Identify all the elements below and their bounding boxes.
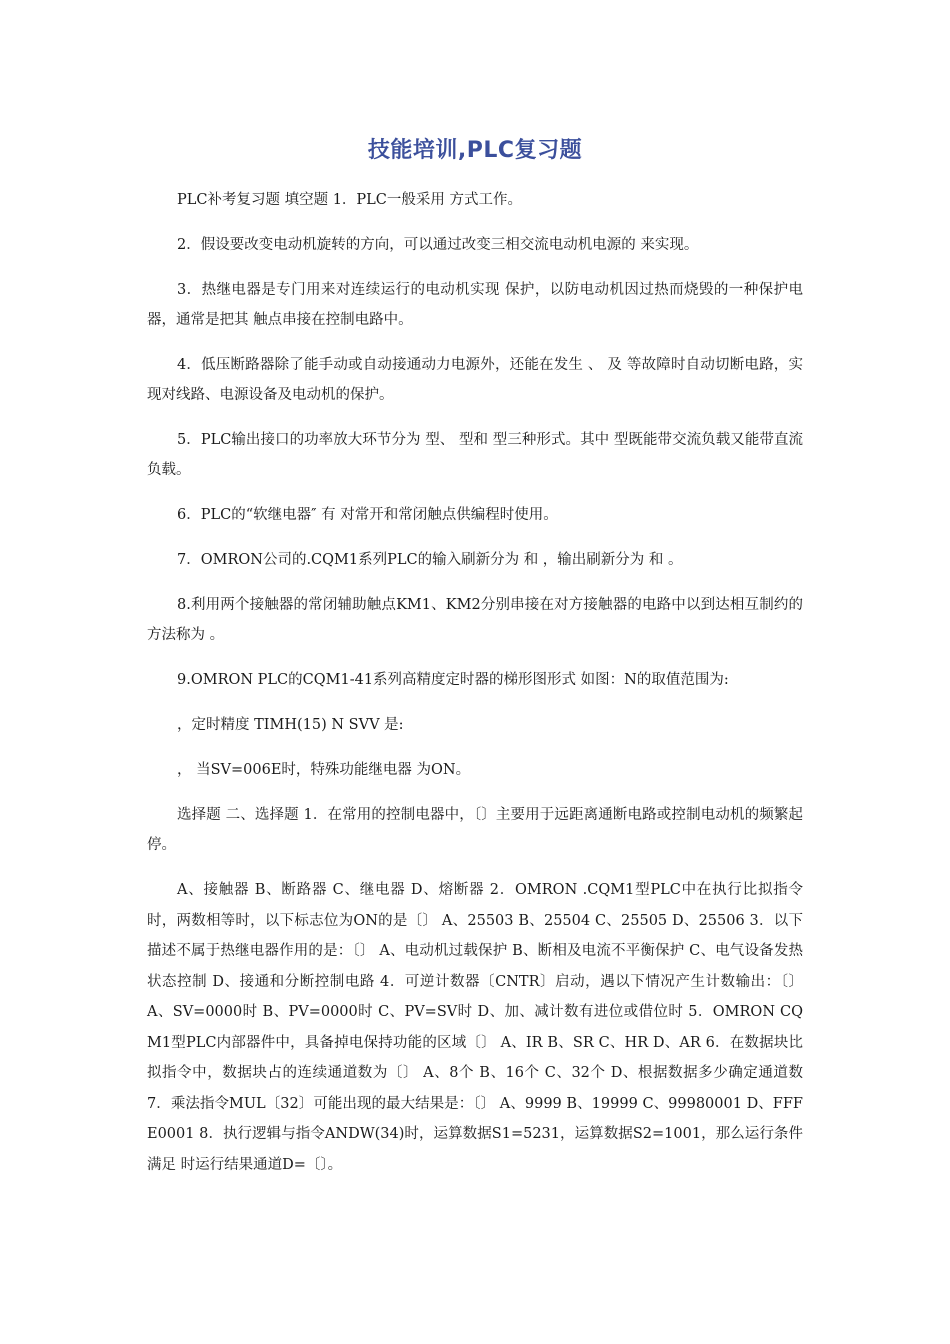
paragraph-6: 6．PLC的“软继电器″ 有 对常开和常闭触点供编程时使用。 <box>177 507 558 523</box>
paragraph-10: ，定时精度 TIMH(15) N SVV 是: <box>177 717 404 733</box>
paragraph-3: 3．热继电器是专门用来对连续运行的电动机实现 保护，以防电动机因过热而烧毁的一种保护电器，通常是把其 触点串接在控制电路中。 <box>147 282 803 328</box>
paragraph-13: A、接触器 B、断路器 C、继电器 D、熔断器 2．OMRON .CQM1型PLC中在执行比拟指令时，两数相等时，以下标志位为ON的是〔〕 A、25503 B、25504 C、25505 D、25506 3．以下描述不属于热继电器作用的是：〔〕 A、电动机过载保护 B、断相及电流不平衡保护 C、电气设备发热状态控制 D、接通和分断控制电路 4．可逆计数器〔CNTR〕启动，遇以下情况产生计数输出：〔〕 A、SV=0000时 B、PV=0000时 C、PV=SV时 D、加、减计数有进位或借位时 5．OMRON CQM1型PLC内部器件中，具备掉电保持功能的区域〔〕 A、IR B、SR C、HR D、AR 6．在数据块比拟指令中，数据块占的连续通道数为〔〕 A、8个 B、16个 C、32个 D、根据数据多少确定通道数 7．乘法指令MUL〔32〕可能出现的最大结果是：〔〕 A、9999 B、19999 C、99980001 D、FFFE0001 8．执行逻辑与指令ANDW(34)时，运算数据S1=5231，运算数据S2=1001，那么运行条件满足 时运行结果通道D=〔〕。 <box>147 882 803 1173</box>
paragraph-8: 8.利用两个接触器的常闭辅助触点KM1、KM2分别串接在对方接触器的电路中以到达相互制约的方法称为 。 <box>147 597 803 643</box>
paragraph-12: 选择题 二、选择题 1．在常用的控制电器中，〔〕主要用于远距离通断电路或控制电动机的频繁起停。 <box>147 807 803 853</box>
paragraph-1: PLC补考复习题 填空题 1．PLC一般采用 方式工作。 <box>177 192 523 208</box>
document-body <box>147 185 803 1195</box>
paragraph-2: 2．假设要改变电动机旋转的方向，可以通过改变三相交流电动机电源的 来实现。 <box>177 237 699 253</box>
paragraph-11: ， 当SV=006E时，特殊功能继电器 为ON。 <box>177 762 471 778</box>
paragraph-5: 5．PLC输出接口的功率放大环节分为 型、 型和 型三种形式。其中 型既能带交流负载又能带直流负载。 <box>147 432 803 478</box>
paragraph-4: 4．低压断路器除了能手动或自动接通动力电源外，还能在发生 、 及 等故障时自动切断电路，实现对线路、电源设备及电动机的保护。 <box>147 357 803 403</box>
paragraph-7: 7．OMRON公司的.CQM1系列PLC的输入刷新分为 和 ，输出刷新分为 和 。 <box>177 552 683 568</box>
paragraph-9: 9.OMRON PLC的CQM1-41系列高精度定时器的梯形图形式 如图：N的取值范围为: <box>177 672 729 688</box>
document-title: 技能培训,PLC复习题 <box>367 138 583 163</box>
